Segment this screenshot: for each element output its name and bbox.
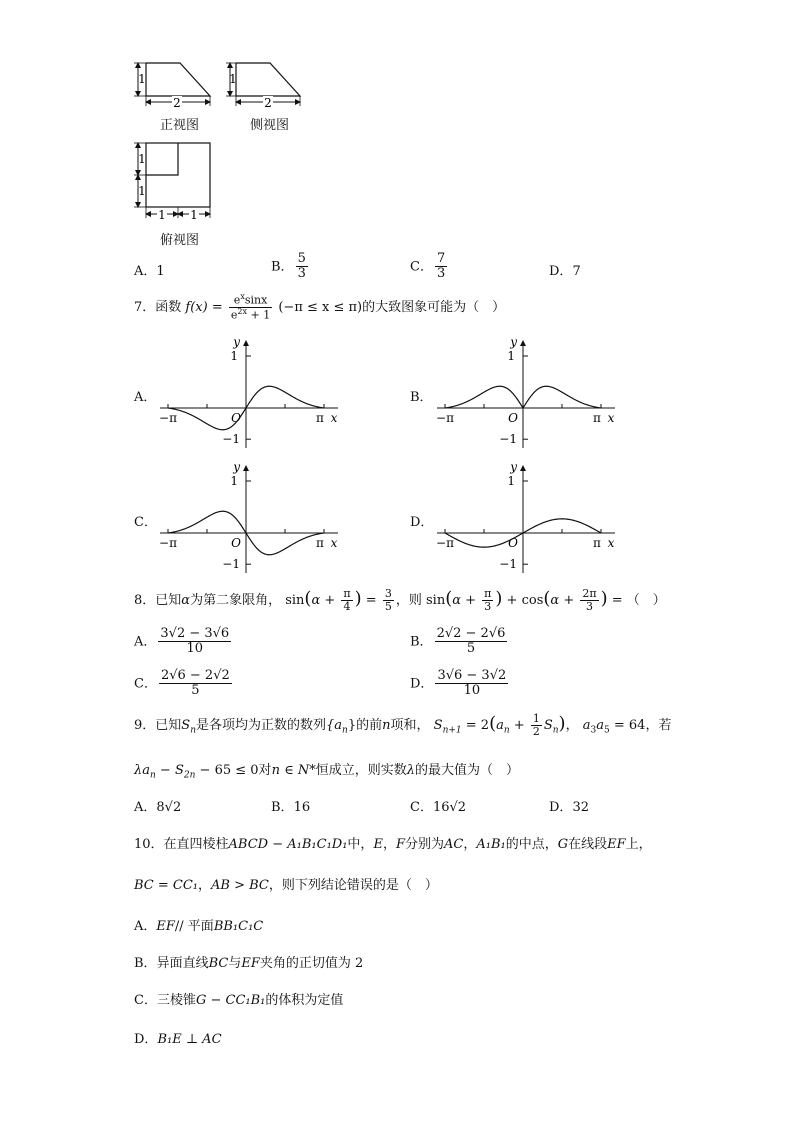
top-view-caption: 俯视图 <box>160 233 200 248</box>
side-view-caption: 侧视图 <box>250 118 290 133</box>
y-axis-arrow <box>520 465 526 471</box>
three-view-figure <box>128 58 308 248</box>
x-axis-label: x <box>330 536 338 550</box>
x-tick-label-neg-pi: −π <box>159 411 177 425</box>
top-height-label-2: 1 <box>138 184 146 198</box>
y-axis-arrow <box>243 340 249 346</box>
option-letter: D． <box>549 264 573 279</box>
option-fraction: $\frac{7}{3}$ <box>436 251 446 282</box>
q7-graph-d[interactable] <box>427 459 627 575</box>
x-tick-label-pi: π <box>593 411 601 425</box>
top-width-label-1: 1 <box>158 208 166 222</box>
q10-option-d[interactable]: D．B₁E ⊥ AC <box>134 1032 222 1047</box>
side-height-label: 1 <box>229 72 237 86</box>
top-width-label-2: 1 <box>190 208 198 222</box>
y-axis-label: y <box>510 335 517 349</box>
y-axis-label: y <box>510 460 517 474</box>
q8-option-b[interactable]: B． $\frac{2√2 - 2√6}{5}$ <box>410 626 506 657</box>
top-height-label-1: 1 <box>138 152 146 166</box>
x-tick-label-neg-pi: −π <box>436 411 454 425</box>
option-letter: C． <box>410 259 433 275</box>
option-letter: B． <box>271 259 294 275</box>
q8-option-c[interactable]: C． $\frac{2√6 - 2√2}{5}$ <box>134 668 230 699</box>
q6-option-b[interactable] <box>271 252 310 282</box>
front-view-caption: 正视图 <box>160 118 200 133</box>
y-tick-label-one: 1 <box>230 349 238 363</box>
q7-graph-b[interactable] <box>427 334 627 450</box>
y-tick-label-one: 1 <box>507 474 515 488</box>
option-value: 1 <box>156 264 165 279</box>
front-view-outline <box>146 63 210 96</box>
q6-option-a[interactable] <box>134 260 165 279</box>
side-view <box>226 63 300 110</box>
y-tick-label-one: 1 <box>507 349 515 363</box>
q7-option-b-label[interactable]: B． <box>410 390 433 405</box>
q7-stem: 7．函数 f(x) = $\frac{e^x\sin x}{e^{2x} + 1}$ (−π ≤ x ≤ π)的大致图象可能为（ ） <box>134 292 506 322</box>
y-axis-label: y <box>233 335 240 349</box>
q9-stem-line1: 9．已知$S_n$是各项均为正数的数列$\{a_n\}$的前n项和， $S_{n+1} = 2(a_n$ + $\frac{1}{2}$ $S_n$)， $a_3a_5 = 64$，若 <box>134 712 672 739</box>
q7-graph-c[interactable] <box>150 459 350 575</box>
front-height-label: 1 <box>138 72 146 86</box>
option-letter: A． <box>134 264 157 279</box>
origin-label: O <box>231 536 241 550</box>
q9-option-a[interactable]: A．8√2 <box>134 800 182 815</box>
y-axis-label: y <box>233 460 240 474</box>
y-tick-label-one: 1 <box>230 474 238 488</box>
q8-stem: 8．已知α为第二象限角， sin(α + $\frac{\pi}{4}$ ) = $\frac{3}{5}$ ，则 sin(α + $\frac{\pi}{3}$ ) + cos(α + $\frac{2\pi}{3}$ ) = （ ） <box>134 587 666 614</box>
y-tick-label-neg-one: −1 <box>222 557 240 572</box>
y-axis-arrow <box>520 340 526 346</box>
y-tick-label-neg-one: −1 <box>222 432 240 447</box>
side-view-outline <box>236 63 300 96</box>
q10-stem-line2: BC = CC₁，AB > BC，则下列结论错误的是（ ） <box>134 878 438 893</box>
q7-option-d-label[interactable]: D． <box>410 515 434 530</box>
y-tick-label-neg-one: −1 <box>499 557 517 572</box>
q7-option-a-label[interactable]: A． <box>134 390 157 405</box>
top-view <box>134 143 210 222</box>
q9-stem-line2: $\lambda a_n - S_{2n} - 65 \le 0$对n ∈ N*恒成立，则实数λ的最大值为（ ） <box>134 763 519 781</box>
x-axis-label: x <box>330 411 338 425</box>
q6-option-d[interactable] <box>549 260 581 279</box>
x-axis-label: x <box>607 411 615 425</box>
x-tick-label-pi: π <box>316 411 324 425</box>
q10-option-c[interactable]: C．三棱锥G − CC₁B₁的体积为定值 <box>134 993 344 1008</box>
q10-option-b[interactable]: B．异面直线BC与EF夹角的正切值为 2 <box>134 956 364 971</box>
q9-option-d[interactable]: D．32 <box>549 800 589 815</box>
x-tick-label-neg-pi: −π <box>436 536 454 550</box>
q7-option-c-label[interactable]: C． <box>134 515 157 530</box>
q8-option-d[interactable]: D． $\frac{3√6 - 3√2}{10}$ <box>410 668 507 699</box>
x-tick-label-pi: π <box>593 536 601 550</box>
origin-label: O <box>231 411 241 425</box>
q10-stem-line1: 10．在直四棱柱ABCD − A₁B₁C₁D₁中，E，F分别为AC，A₁B₁的中点，G在线段EF上， <box>134 837 652 852</box>
q9-option-b[interactable]: B．16 <box>271 800 311 815</box>
x-axis-label: x <box>607 536 615 550</box>
y-axis-arrow <box>243 465 249 471</box>
q6-option-c[interactable] <box>410 252 449 282</box>
front-view <box>134 63 210 110</box>
x-tick-label-neg-pi: −π <box>159 536 177 550</box>
q10-option-a[interactable]: A．EF// 平面BB₁C₁C <box>134 919 264 934</box>
q7-graph-a[interactable] <box>150 334 350 450</box>
origin-label: O <box>508 536 518 550</box>
q9-option-c[interactable]: C．16√2 <box>410 800 467 815</box>
x-tick-label-pi: π <box>316 536 324 550</box>
q7-fraction: $\frac{e^x\sin x}{e^{2x} + 1}$ <box>230 292 271 322</box>
front-width-label: 2 <box>173 96 181 110</box>
y-tick-label-neg-one: −1 <box>499 432 517 447</box>
origin-label: O <box>508 411 518 425</box>
option-fraction: $\frac{5}{3}$ <box>297 251 306 282</box>
side-width-label: 2 <box>264 96 272 110</box>
option-value: 7 <box>572 264 581 279</box>
q8-option-a[interactable]: A． $\frac{3√2 - 3√6}{10}$ <box>134 626 230 657</box>
